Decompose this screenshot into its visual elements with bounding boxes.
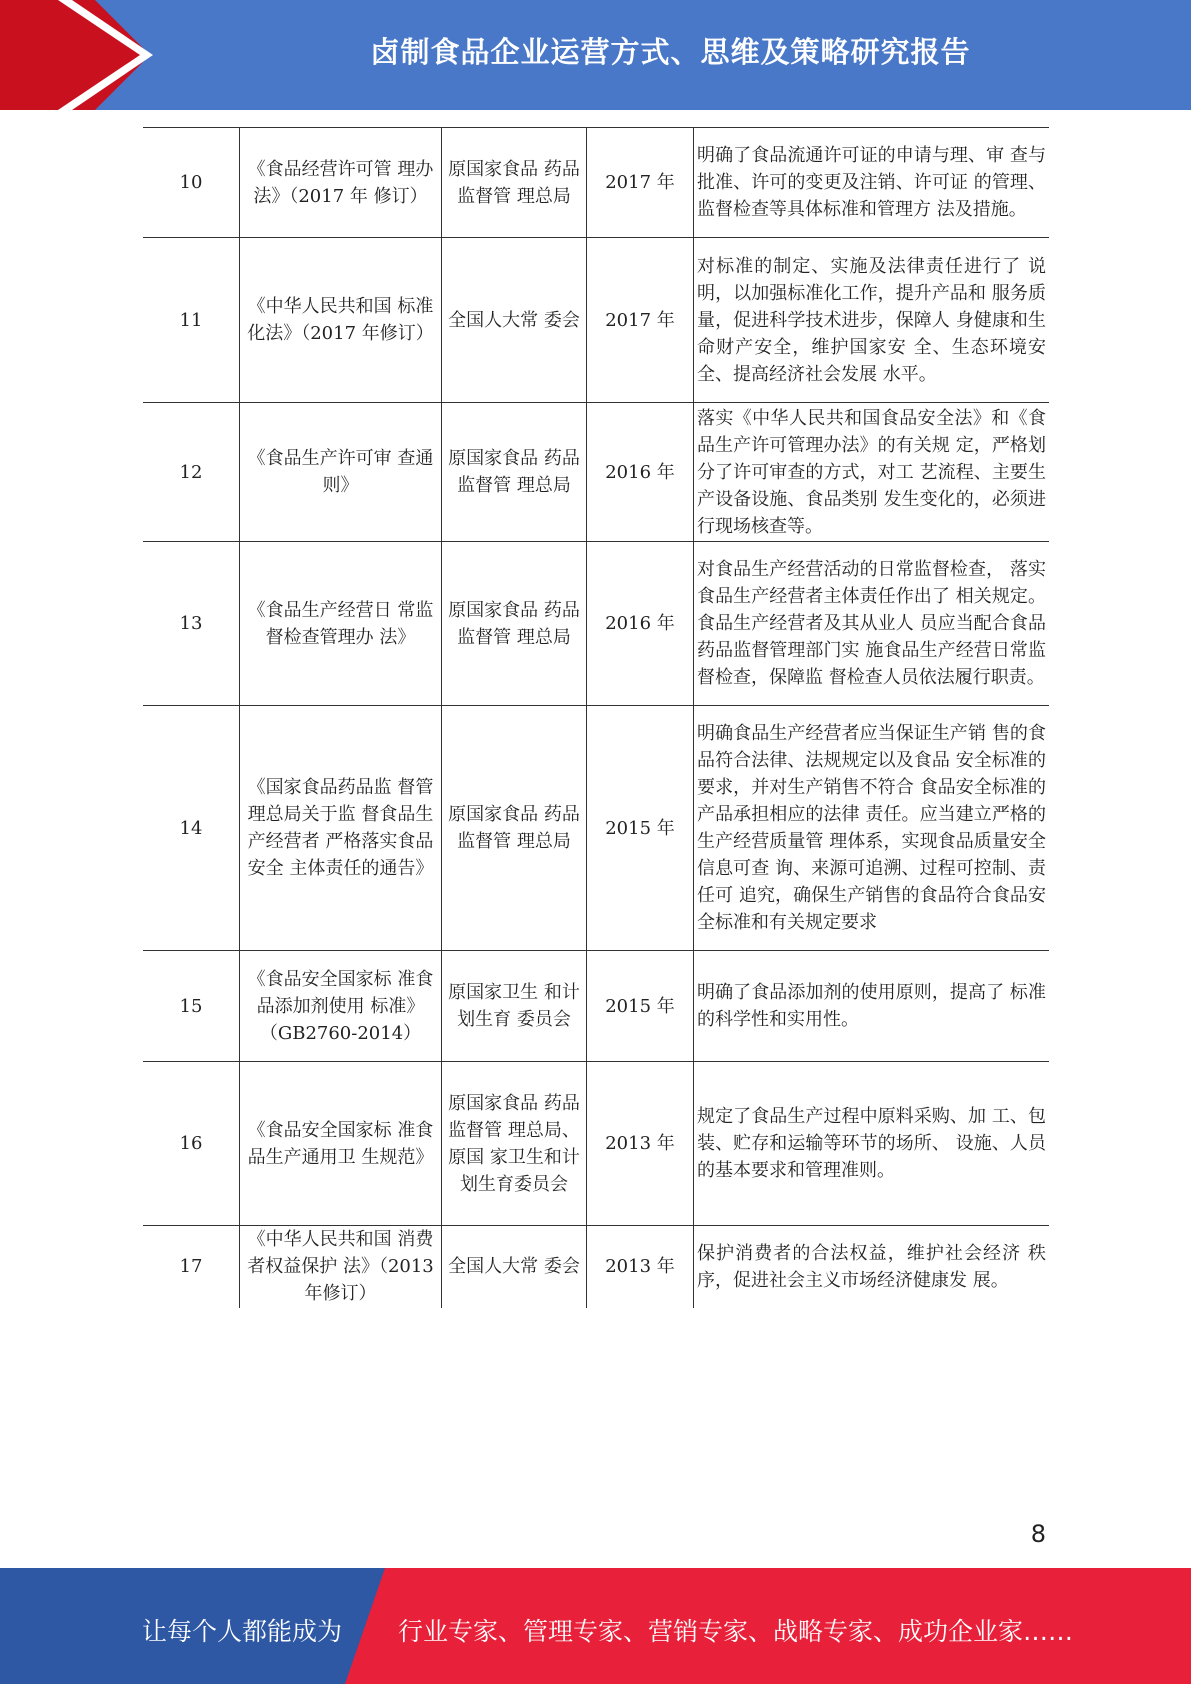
regulation-description: 明确食品生产经营者应当保证生产销 售的食品符合法律、法规规定以及食品 安全标准的要求，并对生产销售不符合 食品安全标准的产品承担相应的法律 责任。应当建立严格的生产经营质量管 理体系，实现食品质量安全信息可查 询、来源可追溯、过程可控制、责任可 追究，确保生产销售的食品符合食品安 全标准和有关规定要求 bbox=[694, 706, 1050, 951]
issue-year: 2013 年 bbox=[587, 1226, 694, 1308]
regulation-name: 《食品生产经营日 常监督检查管理办 法》 bbox=[240, 542, 442, 706]
issuing-authority: 全国人大常 委会 bbox=[442, 1226, 587, 1308]
issuing-authority: 原国家食品 药品监督管 理总局 bbox=[442, 403, 587, 542]
table-row bbox=[143, 238, 1049, 403]
regulation-description: 落实《中华人民共和国食品安全法》和《食品生产许可管理办法》的有关规 定，严格划分了许可审查的方式，对工 艺流程、主要生产设备设施、食品类别 发生变化的，必须进行现场核查等。 bbox=[694, 403, 1050, 542]
row-number: 14 bbox=[179, 817, 203, 839]
row-number: 16 bbox=[179, 1133, 203, 1154]
issue-year: 2013 年 bbox=[587, 1062, 694, 1226]
regulation-description: 明确了食品流通许可证的申请与理、审 查与批准、许可的变更及注销、许可证 的管理、监督检查等具体标准和管理方 法及措施。 bbox=[694, 128, 1050, 238]
page-number: 8 bbox=[1030, 1520, 1046, 1548]
row-number: 13 bbox=[179, 613, 203, 634]
regulation-description: 对标准的制定、实施及法律责任进行了 说明，以加强标准化工作，提升产品和 服务质量，促进科学技术进步，保障人 身健康和生命财产安全，维护国家安 全、生态环境安全、提高经济社会发展 水平。 bbox=[694, 238, 1050, 403]
footer-slogan-right: 行业专家、管理专家、营销专家、战略专家、成功企业家…… bbox=[398, 1617, 1074, 1646]
page-footer bbox=[0, 1568, 1191, 1684]
issuing-authority: 原国家食品 药品监督管 理总局、原国 家卫生和计 划生育委员会 bbox=[442, 1062, 587, 1226]
row-number: 11 bbox=[179, 309, 203, 331]
issuing-authority: 原国家卫生 和计划生育 委员会 bbox=[442, 951, 587, 1062]
regulation-name: 《国家食品药品监 督管理总局关于监 督食品生产经营者 严格落实食品安全 主体责任的通告》 bbox=[240, 706, 442, 951]
table-row bbox=[143, 706, 1049, 951]
table-row bbox=[143, 542, 1049, 706]
regulation-name: 《食品安全国家标 准食品生产通用卫 生规范》 bbox=[240, 1062, 442, 1226]
row-number: 10 bbox=[179, 172, 203, 193]
regulation-description: 明确了食品添加剂的使用原则，提高了 标准的科学性和实用性。 bbox=[694, 951, 1050, 1062]
issue-year: 2015 年 bbox=[587, 706, 694, 951]
issue-year: 2016 年 bbox=[587, 542, 694, 706]
issuing-authority: 原国家食品 药品监督管 理总局 bbox=[442, 542, 587, 706]
regulations-table bbox=[143, 127, 1049, 1308]
row-number: 12 bbox=[179, 461, 203, 483]
issuing-authority: 原国家食品 药品监督管 理总局 bbox=[442, 706, 587, 951]
table-row bbox=[143, 1062, 1049, 1226]
footer-slogan-left: 让每个人都能成为 bbox=[142, 1617, 343, 1646]
issue-year: 2016 年 bbox=[587, 403, 694, 542]
regulation-description: 规定了食品生产过程中原料采购、加 工、包装、贮存和运输等环节的场所、 设施、人员的基本要求和管理准则。 bbox=[694, 1062, 1050, 1226]
issue-year: 2015 年 bbox=[587, 951, 694, 1062]
row-number: 17 bbox=[179, 1256, 203, 1278]
table-row bbox=[143, 1226, 1049, 1308]
table-row bbox=[143, 403, 1049, 542]
regulation-description: 保护消费者的合法权益，维护社会经济 秩序，促进社会主义市场经济健康发 展。 bbox=[694, 1226, 1050, 1308]
report-title: 卤制食品企业运营方式、思维及策略研究报告 bbox=[370, 35, 971, 69]
issuing-authority: 原国家食品 药品监督管 理总局 bbox=[442, 128, 587, 238]
page-header bbox=[0, 0, 1191, 110]
issuing-authority: 全国人大常 委会 bbox=[442, 238, 587, 403]
issue-year: 2017 年 bbox=[587, 238, 694, 403]
issue-year: 2017 年 bbox=[587, 128, 694, 238]
header-red-block bbox=[0, 0, 150, 110]
regulation-description: 对食品生产经营活动的日常监督检查， 落实食品生产经营者主体责任作出了 相关规定。食品生产经营者及其从业人 员应当配合食品药品监督管理部门实 施食品生产经营日常监督检查，保障监 督检查人员依法履行职责。 bbox=[694, 542, 1050, 706]
table-row bbox=[143, 951, 1049, 1062]
regulation-name: 《食品安全国家标 准食品添加剂使用 标准》（GB2760-2014） bbox=[240, 951, 442, 1062]
table-row bbox=[143, 128, 1049, 238]
regulation-name: 《中华人民共和国 标准化法》（2017 年修订） bbox=[240, 238, 442, 403]
row-number: 15 bbox=[179, 995, 203, 1017]
regulation-name: 《中华人民共和国 消费者权益保护 法》（2013 年修订） bbox=[240, 1226, 442, 1308]
regulation-name: 《食品经营许可管 理办法》（2017 年 修订） bbox=[240, 128, 442, 238]
regulation-name: 《食品生产许可审 查通则》 bbox=[240, 403, 442, 542]
